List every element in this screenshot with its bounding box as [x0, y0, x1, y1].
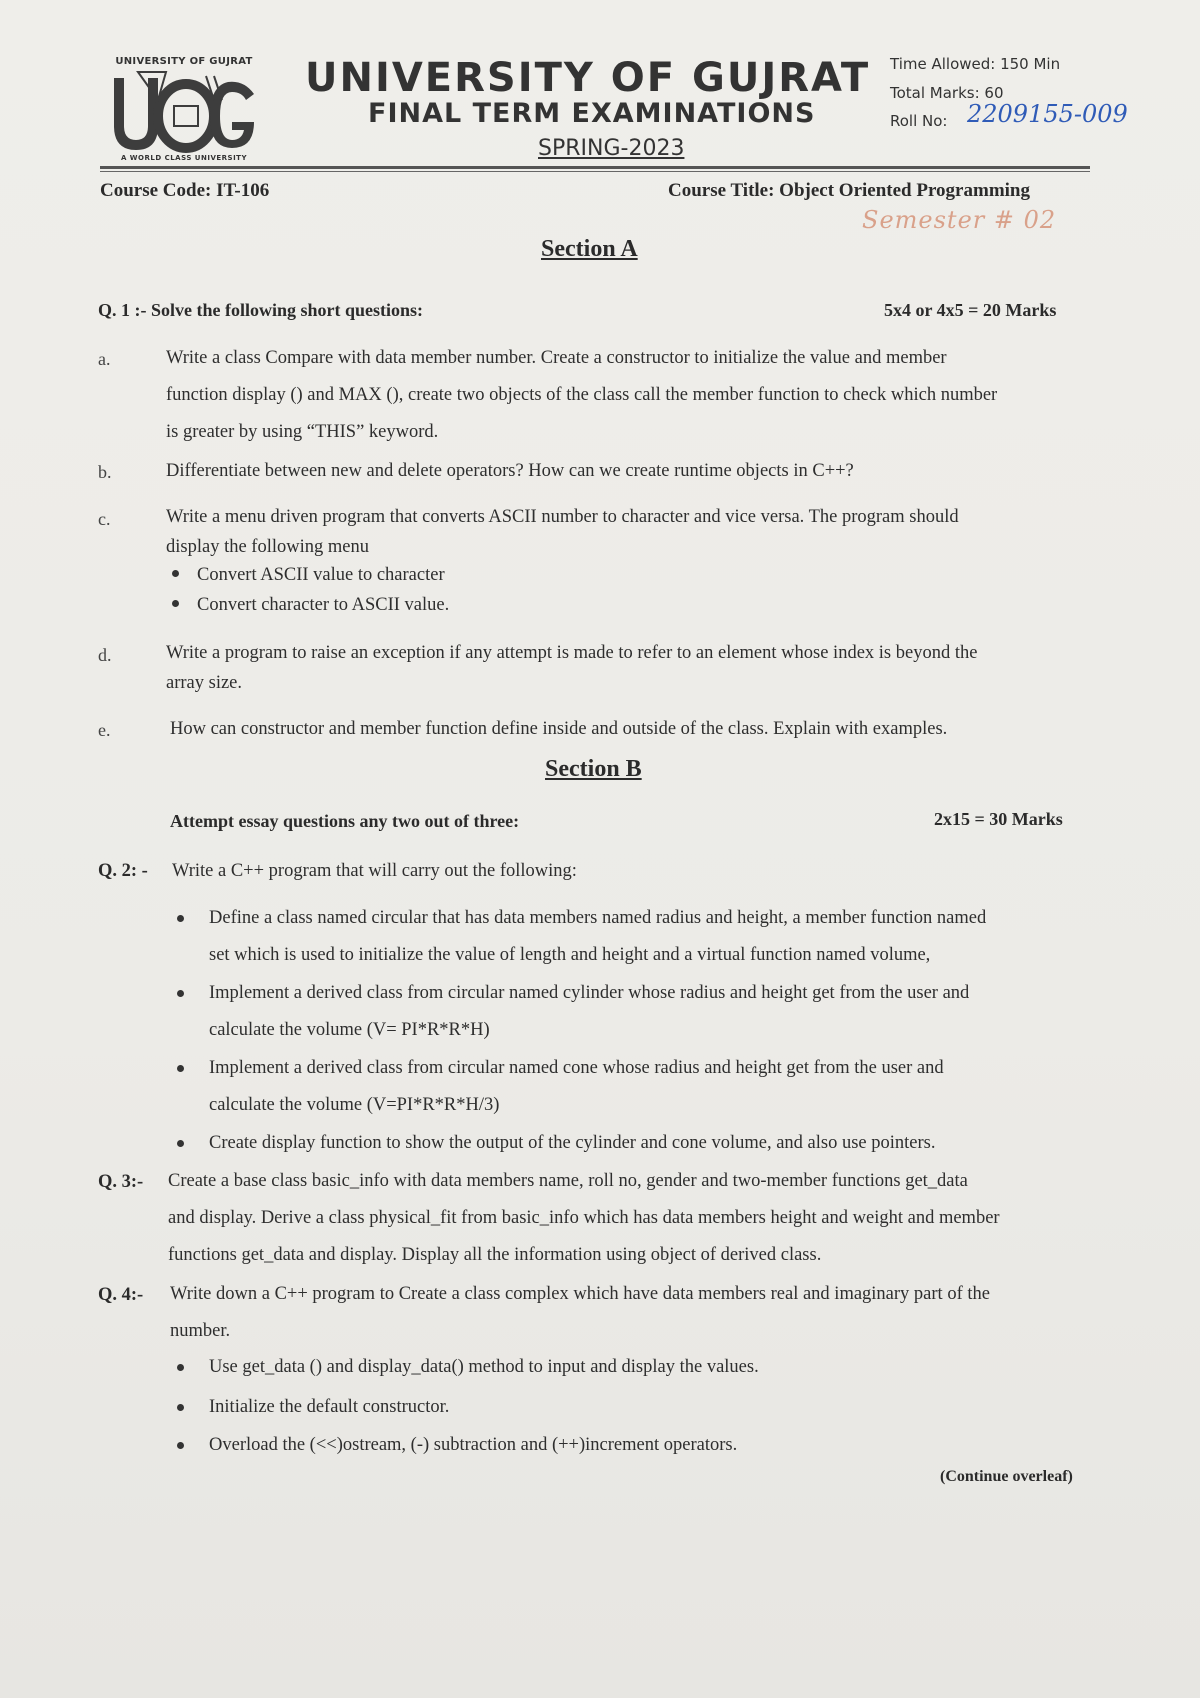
q1-item-label: a.: [98, 349, 111, 369]
bullet-icon: [172, 570, 179, 577]
list-item: [209, 1125, 1099, 1162]
bullet-icon: [177, 1404, 184, 1411]
logo-top-text: UNIVERSITY OF GUJRAT: [115, 56, 253, 67]
list-item: [209, 1389, 1099, 1426]
text-line: function display () and MAX (), create two objects of the class call the member function to check which number: [166, 385, 998, 405]
q1-item-e: [170, 711, 1100, 748]
bullet-text: Convert character to ASCII value.: [197, 595, 450, 615]
q1-heading: Q. 1 :- Solve the following short questions:: [98, 300, 424, 320]
continue-overleaf: (Continue overleaf): [940, 1468, 1073, 1485]
bullet-icon: [177, 915, 184, 922]
text-line: Write a class Compare with data member number. Create a constructor to initialize the value and member: [166, 348, 947, 368]
q1-item-c: [166, 502, 1096, 562]
text-line: Differentiate between new and delete operators? How can we create runtime objects in C++?: [166, 461, 854, 481]
course-code: Course Code: IT-106: [100, 180, 270, 201]
text-line: Initialize the default constructor.: [209, 1397, 450, 1417]
q1-item-label: c.: [98, 509, 111, 529]
header-divider: [100, 166, 1090, 169]
list-item: [172, 560, 445, 590]
university-logo: [108, 56, 260, 168]
roll-label: Roll No:: [890, 112, 948, 130]
semester-note-handwritten: Semester # 02: [862, 206, 1057, 234]
text-line: How can constructor and member function define inside and outside of the class. Explain with examples.: [170, 719, 948, 739]
text-line: Write a C++ program that will carry out the following:: [172, 861, 577, 881]
exam-title: FINAL TERM EXAMINATIONS: [368, 98, 816, 129]
text-line: Create a base class basic_info with data members name, roll no, gender and two-member functions get_data: [168, 1171, 968, 1191]
q3-label: Q. 3:-: [98, 1172, 144, 1192]
q1-item-label: e.: [98, 720, 111, 740]
text-line: Implement a derived class from circular named cylinder whose radius and height get from the user and: [209, 983, 970, 1003]
q1-marks: 5x4 or 4x5 = 20 Marks: [884, 300, 1057, 320]
section-b-marks: 2x15 = 30 Marks: [934, 809, 1063, 829]
text-line: display the following menu: [166, 537, 369, 557]
list-item: [209, 1349, 1099, 1386]
bullet-icon: [177, 1065, 184, 1072]
text-line: is greater by using “THIS” keyword.: [166, 422, 439, 442]
q1-item-b: [166, 453, 1096, 490]
text-line: Define a class named circular that has data members named radius and height, a member function named: [209, 908, 987, 928]
q3-text: [168, 1163, 1000, 1274]
text-line: functions get_data and display. Display all the information using object of derived class.: [168, 1245, 822, 1265]
q4-text: [170, 1276, 990, 1350]
exam-session: SPRING-2023: [538, 136, 685, 161]
list-item: [209, 900, 1099, 974]
section-a-heading: Section A: [541, 236, 638, 262]
list-item: [209, 1050, 1099, 1124]
text-line: array size.: [166, 673, 243, 693]
course-title: Course Title: Object Oriented Programming: [668, 180, 1030, 201]
text-line: Use get_data () and display_data() method to input and display the values.: [209, 1357, 759, 1377]
list-item: [209, 1427, 1099, 1464]
bullet-icon: [177, 1442, 184, 1449]
text-line: Write down a C++ program to Create a class complex which have data members real and imaginary part of the: [170, 1284, 990, 1304]
text-line: calculate the volume (V= PI*R*R*H): [209, 1020, 490, 1040]
text-line: Overload the (<<)ostream, (-) subtraction and (++)increment operators.: [209, 1435, 738, 1455]
text-line: Create display function to show the output of the cylinder and cone volume, and also use pointers.: [209, 1133, 936, 1153]
bullet-text: Convert ASCII value to character: [197, 565, 445, 585]
header-divider-thin: [100, 171, 1090, 172]
q1-item-d: [166, 638, 1096, 698]
bullet-icon: [172, 600, 179, 607]
q1-item-label: d.: [98, 645, 112, 665]
text-line: number.: [170, 1321, 231, 1341]
bullet-icon: [177, 1364, 184, 1371]
text-line: and display. Derive a class physical_fit from basic_info which has data members height and weight and member: [168, 1208, 1000, 1228]
time-allowed: Time Allowed: 150 Min: [890, 55, 1061, 73]
bullet-icon: [177, 990, 184, 997]
roll-number-handwritten: 2209155-009: [967, 100, 1128, 128]
text-line: Implement a derived class from circular named cone whose radius and height get from the user and: [209, 1058, 944, 1078]
text-line: Write a program to raise an exception if any attempt is made to refer to an element whose index is beyond the: [166, 643, 978, 663]
text-line: Write a menu driven program that converts ASCII number to character and vice versa. The program should: [166, 507, 959, 527]
section-b-instruction: Attempt essay questions any two out of three:: [170, 811, 520, 831]
logo-bottom-text: A WORLD CLASS UNIVERSITY: [120, 154, 248, 162]
q2-label: Q. 2: -: [98, 861, 148, 881]
q1-item-a: [166, 340, 1096, 451]
section-b-heading: Section B: [545, 756, 642, 782]
q2-intro: [172, 853, 577, 890]
list-item: [172, 590, 449, 620]
logo-emblem-icon: [110, 70, 258, 154]
text-line: calculate the volume (V=PI*R*R*H/3): [209, 1095, 500, 1115]
total-marks: Total Marks: 60: [890, 84, 1004, 102]
list-item: [209, 975, 1099, 1049]
text-line: set which is used to initialize the value of length and height and a virtual function named volume,: [209, 945, 931, 965]
university-title: UNIVERSITY OF GUJRAT: [305, 55, 871, 101]
q1-item-label: b.: [98, 462, 112, 482]
q4-label: Q. 4:-: [98, 1285, 144, 1305]
bullet-icon: [177, 1140, 184, 1147]
